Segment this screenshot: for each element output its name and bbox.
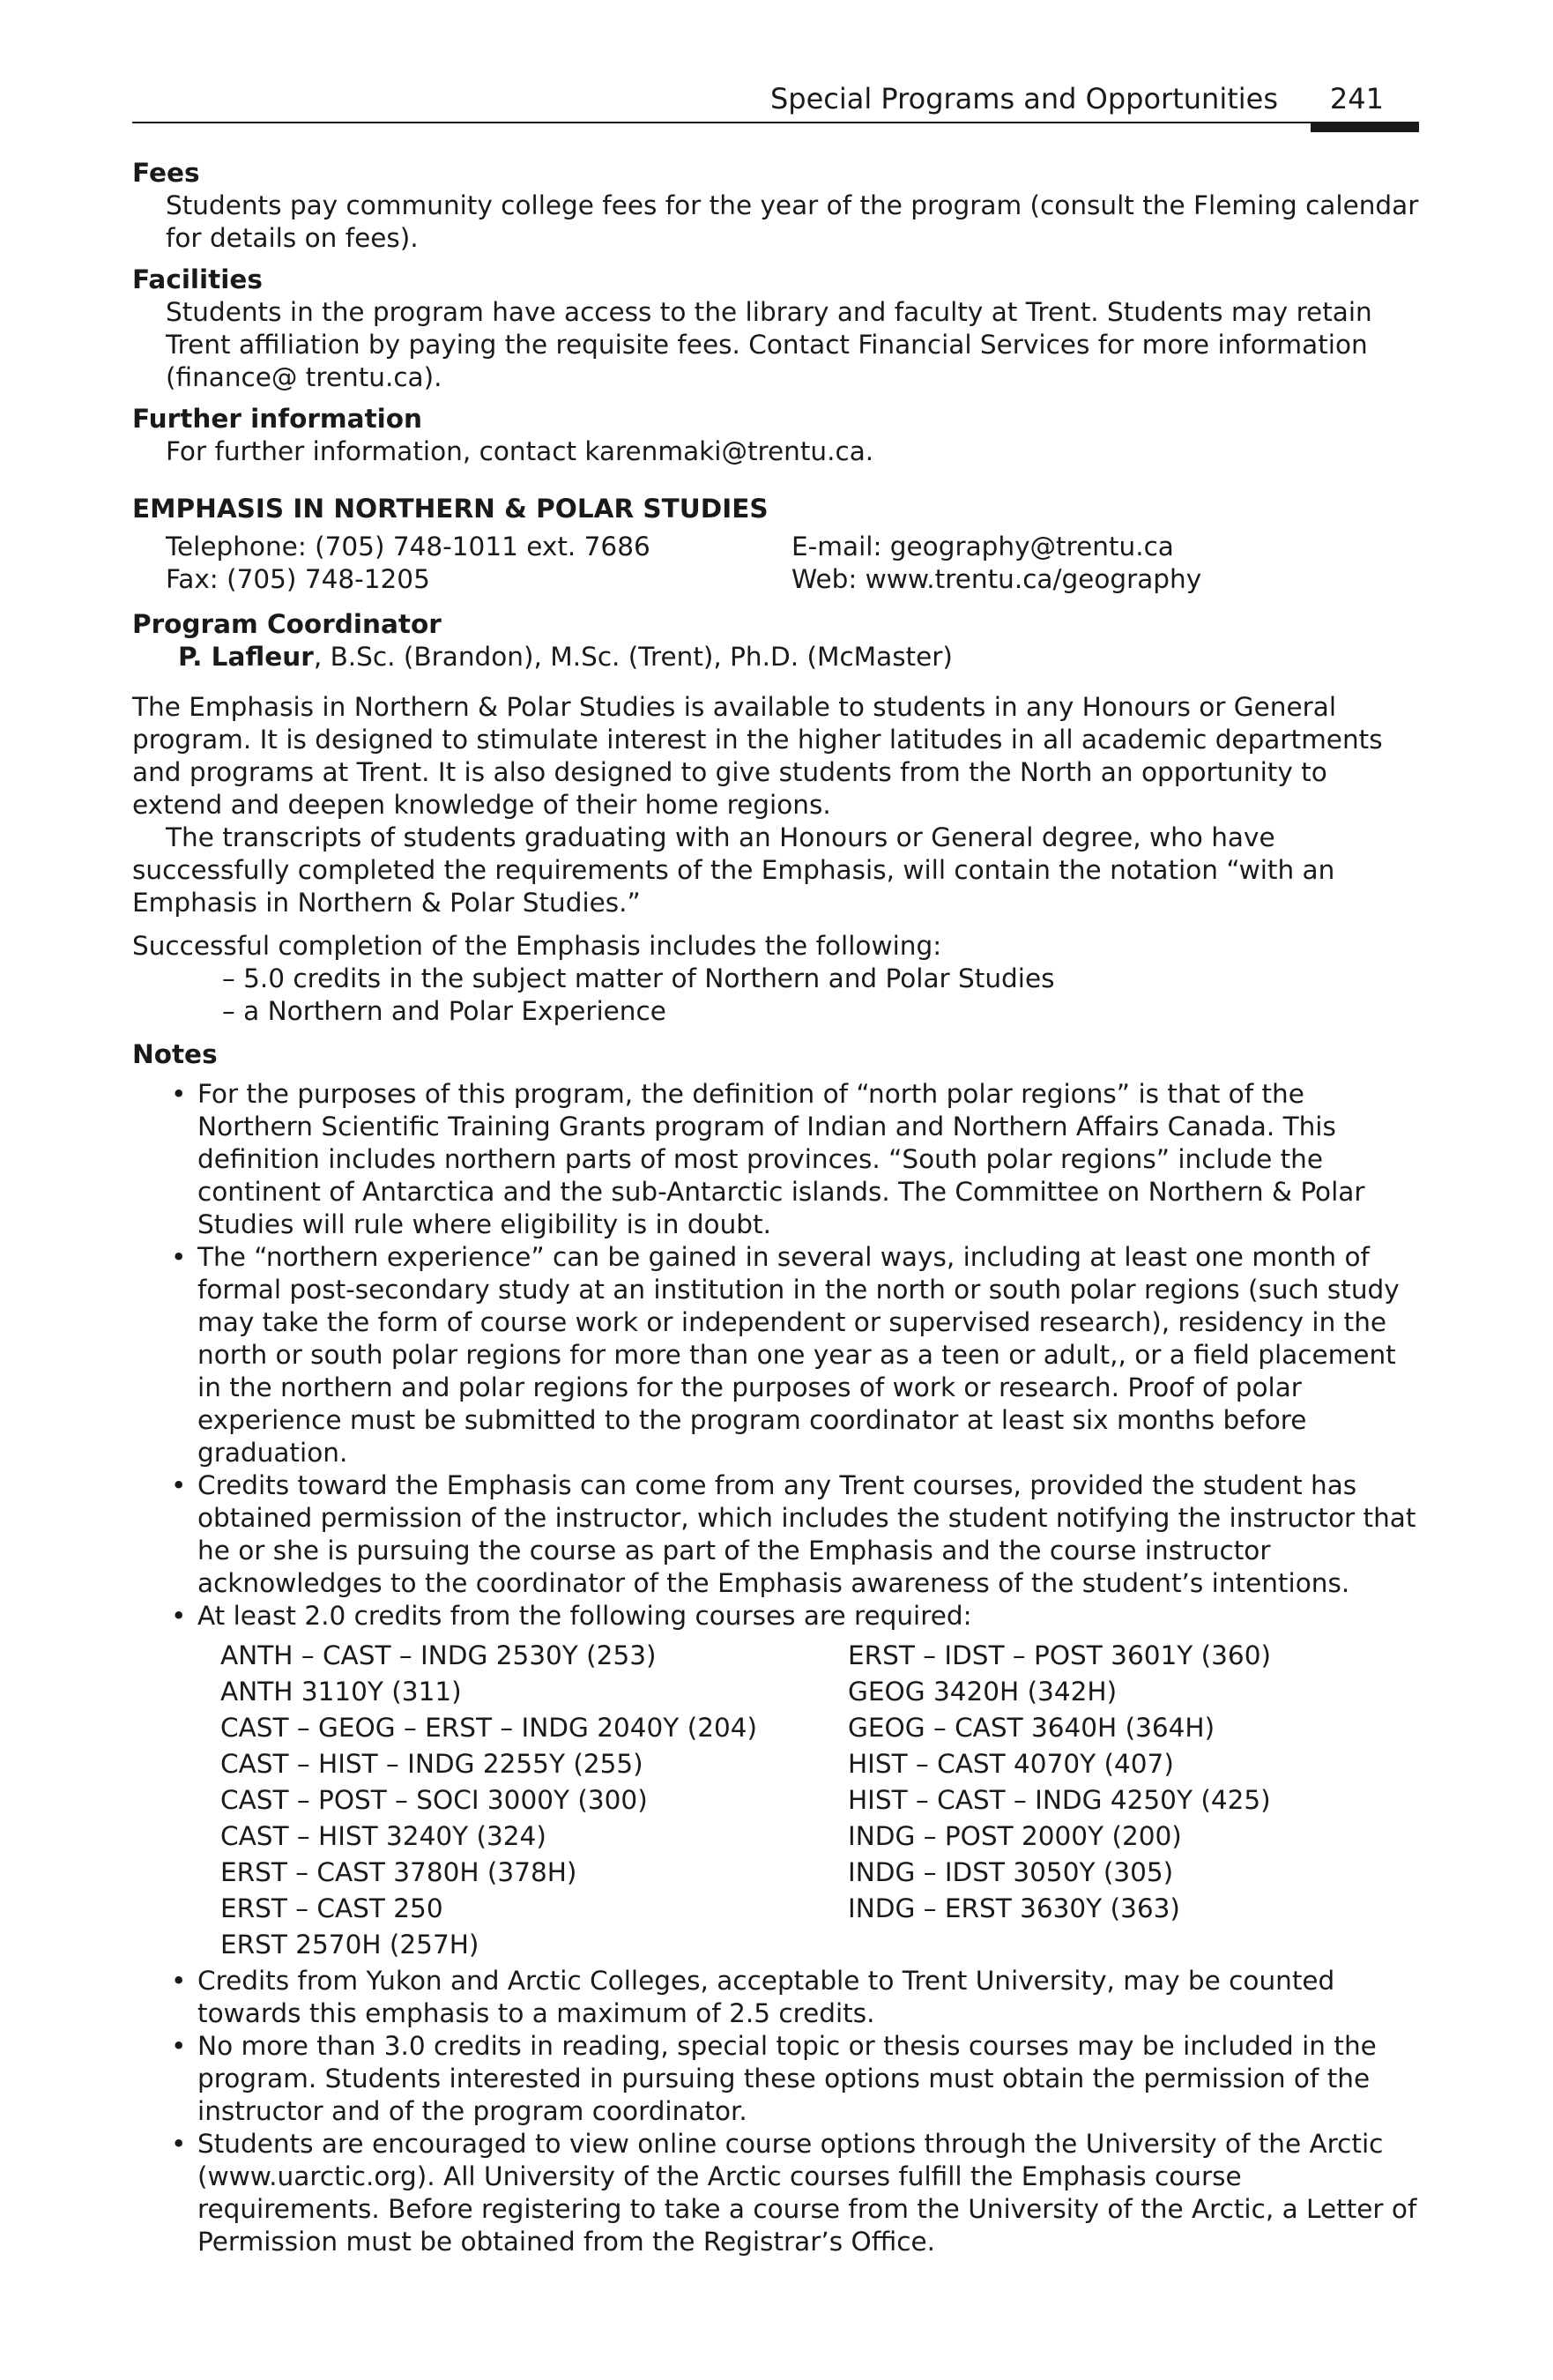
note-text: The “northern experience” can be gained in several ways, including at least one month of formal post-secondary study at an institution in the north or south polar regions (such study may take the form of course work or independent or supervised research), residency in the north or south polar regions for more than one year as a teen or adult,, or a field placement in the northern and polar regions for the purposes of work or research. Proof of polar experience must be submitted to the program coordinator at least six months before graduation. — [197, 1242, 1400, 1468]
course-item: GEOG – CAST 3640H (364H) — [848, 1713, 1215, 1743]
emphasis-heading: EMPHASIS IN NORTHERN & POLAR STUDIES — [132, 494, 769, 524]
bullet-icon: • — [171, 1079, 187, 1109]
course-item: INDG – POST 2000Y (200) — [848, 1821, 1182, 1851]
coordinator-name: P. Lafleur — [178, 642, 314, 672]
note-item — [132, 1965, 1419, 2030]
facilities-heading: Facilities — [132, 264, 263, 294]
header-rule — [132, 122, 1311, 123]
emphasis-para-3: Successful completion of the Emphasis includes the following: — [132, 931, 942, 961]
header-bar — [1311, 122, 1419, 132]
emphasis-para-2: The transcripts of students graduating with an Honours or General degree, who have successfully completed the requirements of the Emphasis, will contain the notation “with an Emphasis in Northern & Polar Studies.” — [132, 822, 1335, 918]
bullet-icon: • — [171, 1242, 187, 1272]
course-item — [848, 1929, 1377, 1961]
note-text: No more than 3.0 credits in reading, special topic or thesis courses may be included in the program. Students interested in pursuing these options must obtain the permission of the instructor and of the program coordinator. — [197, 2031, 1377, 2126]
coordinator — [132, 641, 1419, 673]
course-item: CAST – POST – SOCI 3000Y (300) — [220, 1785, 648, 1815]
course-item: ERST – CAST 3780H (378H) — [220, 1857, 577, 1887]
note-item — [132, 2030, 1419, 2128]
note-item — [132, 1600, 1419, 1633]
running-title: Special Programs and Opportunities — [769, 82, 1278, 115]
course-item: CAST – GEOG – ERST – INDG 2040Y (204) — [220, 1713, 758, 1743]
page-header — [132, 81, 1419, 134]
notes-heading: Notes — [132, 1039, 218, 1069]
course-item: INDG – ERST 3630Y (363) — [848, 1893, 1180, 1923]
note-text: At least 2.0 credits from the following courses are required: — [197, 1601, 972, 1631]
note-text: Credits toward the Emphasis can come from any Trent courses, provided the student has obtained permission of the instructor, which includes the student notifying the instructor that he or she is pursuing the course as part of the Emphasis and the course instructor acknowledges to the coordinator of the Emphasis awareness of the student’s intentions. — [197, 1470, 1416, 1598]
page-content — [132, 157, 1419, 2258]
bullet-icon: • — [171, 1470, 187, 1500]
course-item: HIST – CAST 4070Y (407) — [848, 1749, 1174, 1779]
email: E-mail: geography@trentu.ca — [791, 532, 1174, 562]
note-text: Students are encouraged to view online course options through the University of the Arctic (www.uarctic.org). All University of the Arctic courses fulfill the Emphasis course requirements. Before registering to take a course from the University of the Arctic, a Letter of Permission must be obtained from the Registrar’s Office. — [197, 2129, 1417, 2257]
telephone: Telephone: (705) 748-1011 ext. 7686 — [166, 532, 650, 562]
emphasis-section — [132, 493, 1419, 1028]
course-item: HIST – CAST – INDG 4250Y (425) — [848, 1785, 1271, 1815]
note-item — [132, 1469, 1419, 1600]
fees-heading: Fees — [132, 158, 200, 188]
course-item: ANTH – CAST – INDG 2530Y (253) — [220, 1640, 657, 1670]
fax: Fax: (705) 748-1205 — [166, 564, 430, 594]
page — [132, 0, 1419, 2380]
requirement-item: – a Northern and Polar Experience — [222, 996, 666, 1026]
further-info-section — [132, 403, 1419, 468]
bullet-icon: • — [171, 2129, 187, 2159]
coordinator-heading: Program Coordinator — [132, 609, 442, 639]
course-item: GEOG 3420H (342H) — [848, 1677, 1118, 1707]
course-item: ERST 2570H (257H) — [220, 1930, 479, 1960]
further-info-heading: Further information — [132, 404, 423, 434]
coordinator-credentials: , B.Sc. (Brandon), M.Sc. (Trent), Ph.D. (McMaster) — [313, 642, 953, 672]
course-item: ANTH 3110Y (311) — [220, 1677, 462, 1707]
facilities-section — [132, 264, 1419, 394]
notes-list — [132, 1078, 1419, 1633]
course-item: INDG – IDST 3050Y (305) — [848, 1857, 1174, 1887]
note-item — [132, 2128, 1419, 2258]
course-item: ERST – CAST 250 — [220, 1893, 443, 1923]
fees-section — [132, 157, 1419, 255]
note-text: Credits from Yukon and Arctic Colleges, acceptable to Trent University, may be counted towards this emphasis to a maximum of 2.5 credits. — [197, 1966, 1335, 2028]
page-number: 241 — [1329, 82, 1384, 115]
bullet-icon: • — [171, 2031, 187, 2061]
emphasis-para-1: The Emphasis in Northern & Polar Studies is available to students in any Honours or General program. It is designed to stimulate interest in the higher latitudes in all academic departments and programs at Trent. It is also designed to give students from the North an opportunity to extend and deepen knowledge of their home regions. — [132, 692, 1383, 820]
bullet-icon: • — [171, 1966, 187, 1996]
contact-info — [132, 531, 1419, 596]
requirement-item: – 5.0 credits in the subject matter of Northern and Polar Studies — [222, 963, 1055, 993]
notes-section — [132, 1038, 1419, 2258]
bullet-icon: • — [171, 1601, 187, 1631]
note-text: For the purposes of this program, the definition of “north polar regions” is that of the Northern Scientific Training Grants program of Indian and Northern Affairs Canada. This definition includes northern parts of most provinces. “South polar regions” include the continent of Antarctica and the sub-Antarctic islands. The Committee on Northern & Polar Studies will rule where eligibility is in doubt. — [197, 1079, 1365, 1239]
note-item — [132, 1241, 1419, 1469]
further-info-text: For further information, contact karenmaki@trentu.ca. — [166, 436, 874, 466]
notes-list-continued — [132, 1965, 1419, 2258]
web: Web: www.trentu.ca/geography — [791, 564, 1202, 594]
course-item: ERST – IDST – POST 3601Y (360) — [848, 1640, 1271, 1670]
course-item: CAST – HIST 3240Y (324) — [220, 1821, 546, 1851]
note-item — [132, 1078, 1419, 1241]
course-list — [132, 1640, 1419, 1961]
course-item: CAST – HIST – INDG 2255Y (255) — [220, 1749, 643, 1779]
facilities-text: Students in the program have access to the library and faculty at Trent. Students may retain Trent affiliation by paying the requisite fees. Contact Financial Services for more information (finance@ trentu.ca). — [166, 297, 1372, 392]
fees-text: Students pay community college fees for the year of the program (consult the Fleming calendar for details on fees). — [166, 190, 1419, 253]
